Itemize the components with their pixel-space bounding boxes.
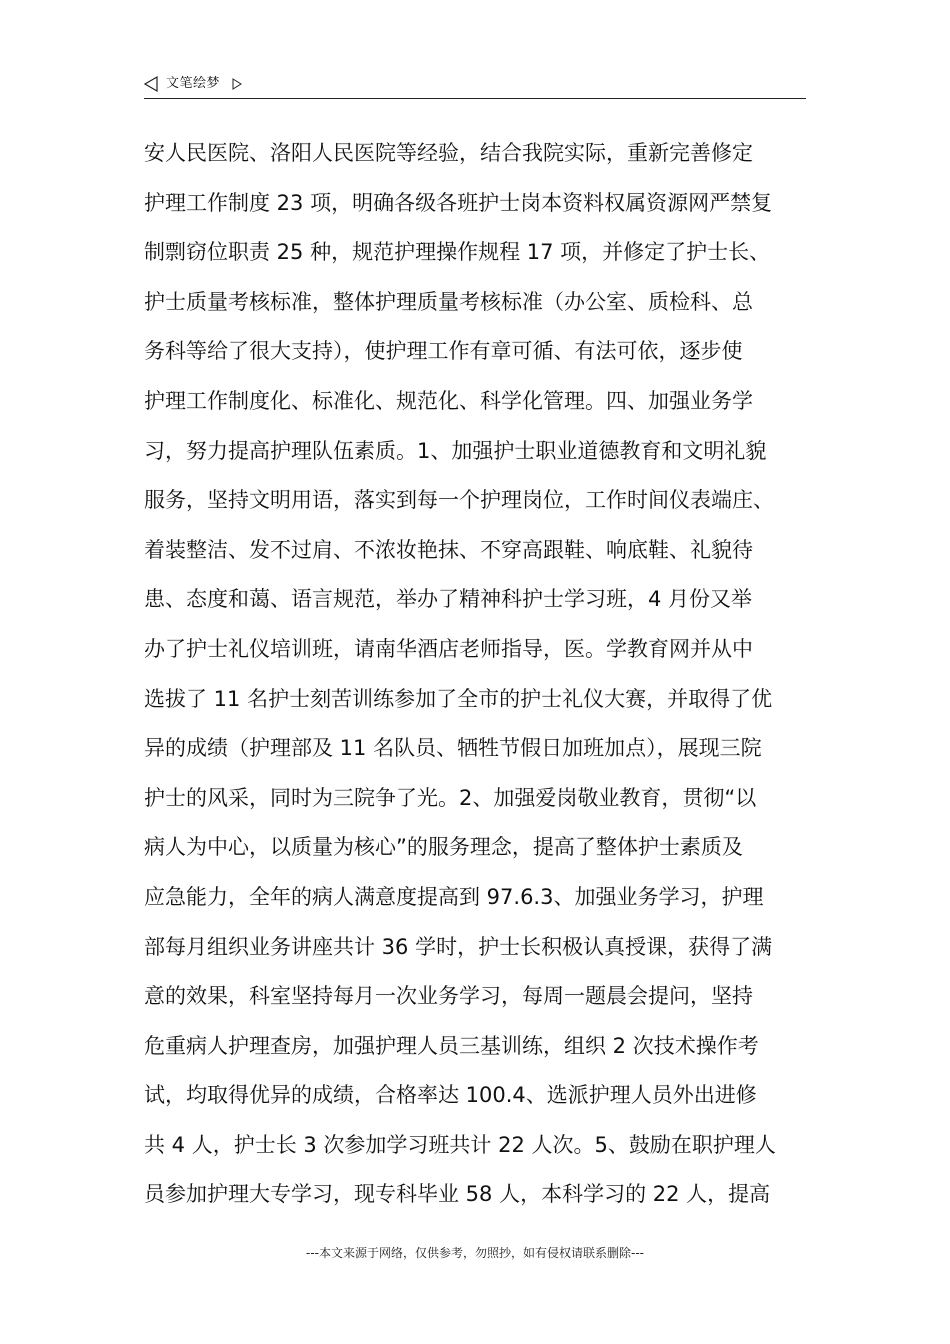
text-line: 部每月组织业务讲座共计 36 学时，护士长积极认真授课，获得了满 xyxy=(144,934,773,959)
text-line: 制剽窃位职责 25 种，规范护理操作规程 17 项，并修定了护士长、 xyxy=(144,240,771,265)
text-line: 病人为中心，以质量为核心”的服务理念，提高了整体护士素质及 xyxy=(144,835,743,860)
text-line: 员参加护理大专学习，现专科毕业 58 人，本科学习的 22 人，提高 xyxy=(144,1182,771,1207)
text-line: 护理工作制度化、标准化、规范化、科学化管理。四、加强业务学 xyxy=(144,388,753,413)
text-line: 选拔了 11 名护士刻苦训练参加了全市的护士礼仪大赛，并取得了优 xyxy=(144,686,773,711)
text-line: 办了护士礼仪培训班，请南华酒店老师指导，医。学教育网并从中 xyxy=(144,636,753,661)
body-text xyxy=(144,129,824,1220)
text-line: 安人民医院、洛阳人民医院等经验，结合我院实际，重新完善修定 xyxy=(144,141,753,165)
text-line: 服务，坚持文明用语，落实到每一个护理岗位，工作时间仪表端庄、 xyxy=(144,488,774,513)
page-header xyxy=(144,72,806,99)
text-line: 意的效果，科室坚持每月一次业务学习，每周一题晨会提问，坚持 xyxy=(144,984,753,1009)
text-line: 护士的风采，同时为三院争了光。2、加强爱岗敬业教育，贯彻“以 xyxy=(144,785,757,810)
text-line: 试，均取得优异的成绩，合格率达 100.4、选派护理人员外出进修 xyxy=(144,1083,757,1108)
text-line: 共 4 人，护士长 3 次参加学习班共计 22 人次。5、鼓励在职护理人 xyxy=(144,1132,776,1157)
triangle-right-outline-icon xyxy=(232,75,242,87)
footer-disclaimer: ---本文来源于网络，仅供参考，勿照抄，如有侵权请联系删除--- xyxy=(306,1246,644,1260)
text-line: 习，努力提高护理队伍素质。1、加强护士职业道德教育和文明礼貌 xyxy=(144,438,767,463)
triangle-left-outline-icon xyxy=(144,76,158,92)
header-title: 文笔绘梦 xyxy=(166,76,221,91)
text-line: 应急能力，全年的病人满意度提高到 97.6.3、加强业务学习，护理 xyxy=(144,884,764,909)
text-line: 着装整洁、发不过肩、不浓妆艳抹、不穿高跟鞋、响底鞋、礼貌待 xyxy=(144,537,753,562)
text-line: 危重病人护理查房，加强护理人员三基训练，组织 2 次技术操作考 xyxy=(144,1033,759,1058)
text-line: 异的成绩（护理部及 11 名队员、牺牲节假日加班加点），展现三院 xyxy=(144,736,762,761)
text-line: 护士质量考核标准，整体护理质量考核标准（办公室、质检科、总 xyxy=(144,289,753,314)
text-line: 务科等给了很大支持），使护理工作有章可循、有法可依，逐步使 xyxy=(144,339,743,364)
text-line: 患、态度和蔼、语言规范，举办了精神科护士学习班，4 月份又举 xyxy=(144,587,753,612)
text-line: 护理工作制度 23 项，明确各级各班护士岗本资料权属资源网严禁复 xyxy=(144,190,773,215)
